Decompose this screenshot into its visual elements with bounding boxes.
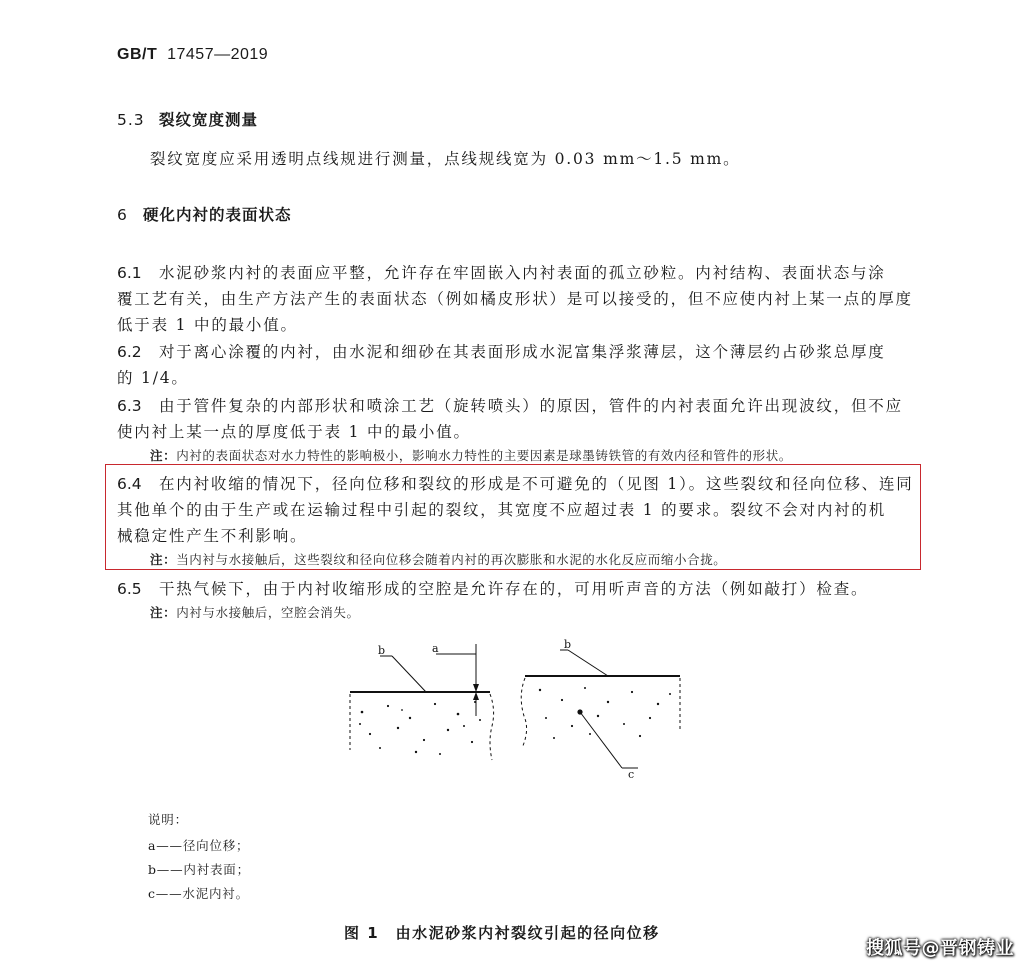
section-6-heading: [117, 203, 292, 225]
section-title: 硬化内衬的表面状态: [143, 206, 292, 224]
section-number: 5.3: [117, 111, 145, 129]
clause-6-5-line-1: [117, 577, 868, 599]
standard-number: 17457—2019: [167, 46, 269, 63]
label-a: a: [432, 642, 439, 655]
note-text: 内衬与水接触后，空腔会消失。: [176, 605, 360, 620]
section-5-3-text: 裂纹宽度应采用透明点线规进行测量，点线规线宽为 0.03 mm～1.5 mm。: [150, 150, 741, 168]
standard-code: GB/T: [117, 46, 158, 63]
clause-number: 6.1: [117, 264, 142, 282]
section-number: 6: [117, 206, 128, 224]
clause-6-3-note: [150, 446, 792, 464]
clause-6-5-note: [150, 603, 360, 621]
note-label: 注：: [150, 552, 177, 567]
clause-text: 干热气候下，由于内衬收缩形成的空腔是允许存在的，可用听声音的方法（例如敲打）检查。: [159, 580, 869, 598]
clause-number: 6.3: [117, 397, 142, 415]
label-b-right: b: [564, 638, 572, 651]
figure-1-diagram: [340, 630, 700, 790]
clause-6-4-line-3: 械稳定性产生不利影响。: [117, 527, 308, 545]
note-text: 当内衬与水接触后，这些裂纹和径向位移会随着内衬的再次膨胀和水泥的水化反应而缩小合拢。: [176, 552, 727, 567]
clause-6-1-line-1: [117, 261, 886, 283]
clause-text: 由于管件复杂的内部形状和喷涂工艺（旋转喷头）的原因，管件的内衬表面允许出现波纹，但不应: [159, 397, 903, 415]
clause-6-2-line-1: [117, 340, 886, 362]
clause-6-4-note: [150, 550, 726, 568]
clause-6-4-line-1: [117, 472, 914, 494]
watermark: 搜狐号@晋钢铸业: [866, 938, 1014, 959]
clause-6-4-line-2: 其他单个的由于生产或在运输过程中引起的裂纹，其宽度不应超过表 1 的要求。裂纹不会对内衬的机: [117, 501, 887, 519]
clause-6-1-line-3: 低于表 1 中的最小值。: [117, 316, 298, 334]
clause-number: 6.2: [117, 343, 142, 361]
label-b-left: b: [378, 644, 386, 657]
section-title: 裂纹宽度测量: [159, 111, 259, 129]
legend-item-c: c——水泥内衬。: [148, 886, 249, 901]
legend-title: 说明：: [148, 812, 188, 827]
figure-leaders: [380, 644, 638, 768]
section-5-3-heading: [117, 108, 258, 130]
note-label: 注：: [150, 448, 177, 463]
clause-text: 对于离心涂覆的内衬，由水泥和细砂在其表面形成水泥富集浮浆薄层，这个薄层约占砂浆总厚度: [159, 343, 886, 361]
clause-6-3-line-1: [117, 394, 903, 416]
standard-header: [117, 46, 268, 64]
clause-6-1-line-2: 覆工艺有关，由生产方法产生的表面状态（例如橘皮形状）是可以接受的，但不应使内衬上某一点的厚度: [117, 290, 913, 308]
legend-item-b: b——内衬表面；: [148, 862, 250, 877]
legend-item-a: a——径向位移；: [148, 838, 250, 853]
clause-6-2-line-2: 的 1/4。: [117, 369, 189, 387]
left-lining-block: [350, 692, 494, 760]
clause-text: 水泥砂浆内衬的表面应平整，允许存在牢固嵌入内衬表面的孤立砂粒。内衬结构、表面状态与涂: [159, 264, 886, 282]
clause-number: 6.5: [117, 580, 142, 598]
clause-text: 在内衬收缩的情况下，径向位移和裂纹的形成是不可避免的（见图 1）。这些裂纹和径向位移、连同: [159, 475, 914, 493]
clause-number: 6.4: [117, 475, 142, 493]
label-c: c: [628, 768, 635, 781]
figure-caption: 图 1 由水泥砂浆内衬裂纹引起的径向位移: [344, 924, 660, 942]
right-lining-block: [521, 676, 680, 748]
clause-6-3-line-2: 使内衬上某一点的厚度低于表 1 中的最小值。: [117, 423, 471, 441]
note-text: 内衬的表面状态对水力特性的影响极小，影响水力特性的主要因素是球墨铸铁管的有效内径和管件的形状。: [176, 448, 792, 463]
note-label: 注：: [150, 605, 177, 620]
